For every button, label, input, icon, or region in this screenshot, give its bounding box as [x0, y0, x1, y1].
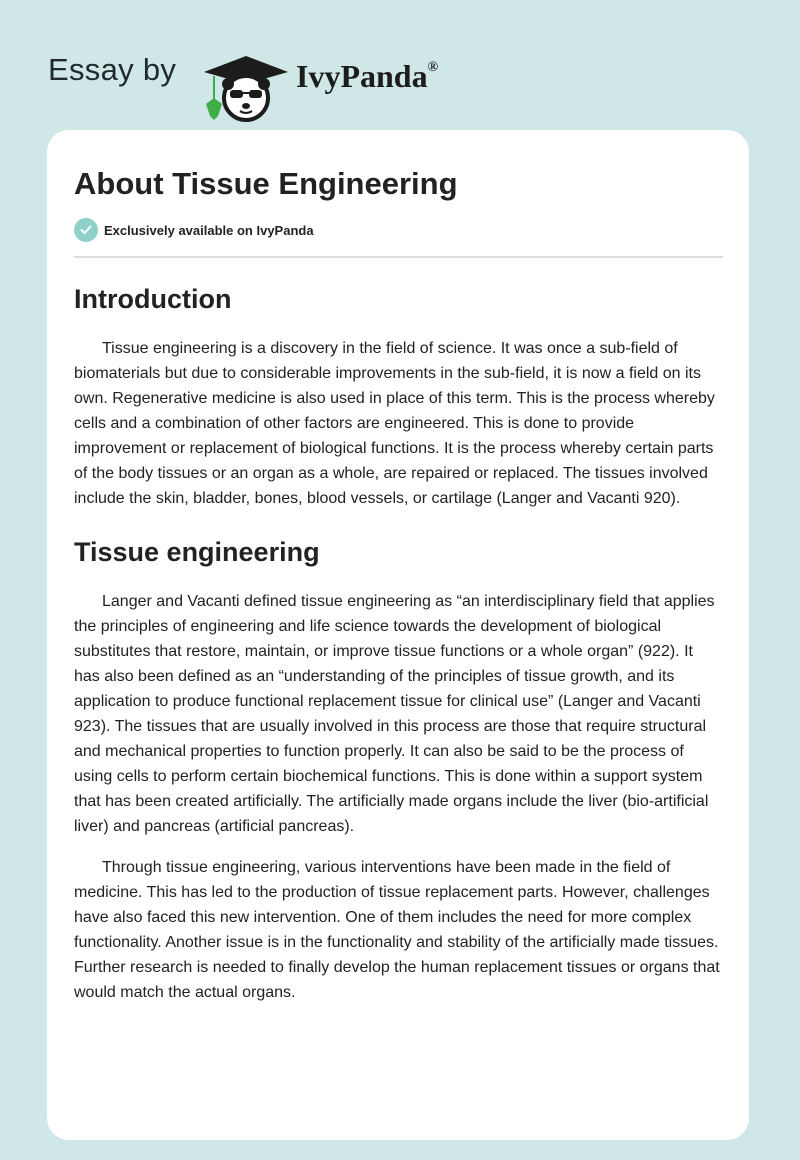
exclusive-badge [74, 218, 723, 242]
ivypanda-logo-icon[interactable] [200, 54, 292, 122]
essay-by-label: Essay by [48, 52, 177, 87]
paragraph: Langer and Vacanti defined tissue engineering as “an interdisciplinary field that applies the principles of engineering and life science towards the development of biological substitutes that restore, maintain, or improve tissue functions or a whole organ” (922). It has also been defined as an “understanding of the principles of tissue growth, and its application to produce functional replacement tissue for clinical use” (Langer and Vacanti 923). The tissues that are usually involved in this process are those that require structural and mechanical properties to function properly. It can also be said to be the process of using cells to perform certain biochemical functions. This is done within a support system that has been created artificially. The artificially made organs include the liver (bio-artificial liver) and pancreas (artificial pancreas). [74, 593, 715, 835]
paragraph: Through tissue engineering, various interventions have been made in the field of medicine. This has led to the production of tissue replacement parts. However, challenges have also faced this new intervention. One of them includes the need for more complex functionality. Another issue is in the functionality and stability of the artificially made tissues. Further research is needed to finally develop the human replacement tissues or organs that would match the actual organs. [74, 859, 720, 1001]
badge-text: Exclusively available on IvyPanda [104, 222, 314, 238]
essay-content [74, 164, 723, 1005]
brand-text: IvyPanda [296, 58, 428, 94]
paragraph: Tissue engineering is a discovery in the field of science. It was once a sub-field of biomaterials but due to considerable improvements in the sub-field, it is now a field on its own. Regenerative medicine is also used in place of this term. This is the process whereby cells and a combination of other factors are engineered. This is done to provide improvement or replacement of biological functions. It is the process whereby certain parts of the body tissues or an organ as a whole, are repaired or replaced. The tissues involved include the skin, bladder, bones, blood vessels, or cartilage (Langer and Vacanti 920). [74, 340, 715, 507]
site-header [0, 20, 800, 120]
registered-mark: ® [427, 60, 439, 75]
divider [74, 256, 723, 258]
section-heading-introduction: Introduction [74, 284, 232, 314]
check-icon [74, 218, 98, 242]
section-heading-tissue-engineering: Tissue engineering [74, 537, 320, 567]
page-title: About Tissue Engineering [74, 166, 458, 201]
brand-name[interactable] [296, 58, 438, 95]
essay-card [47, 130, 749, 1140]
